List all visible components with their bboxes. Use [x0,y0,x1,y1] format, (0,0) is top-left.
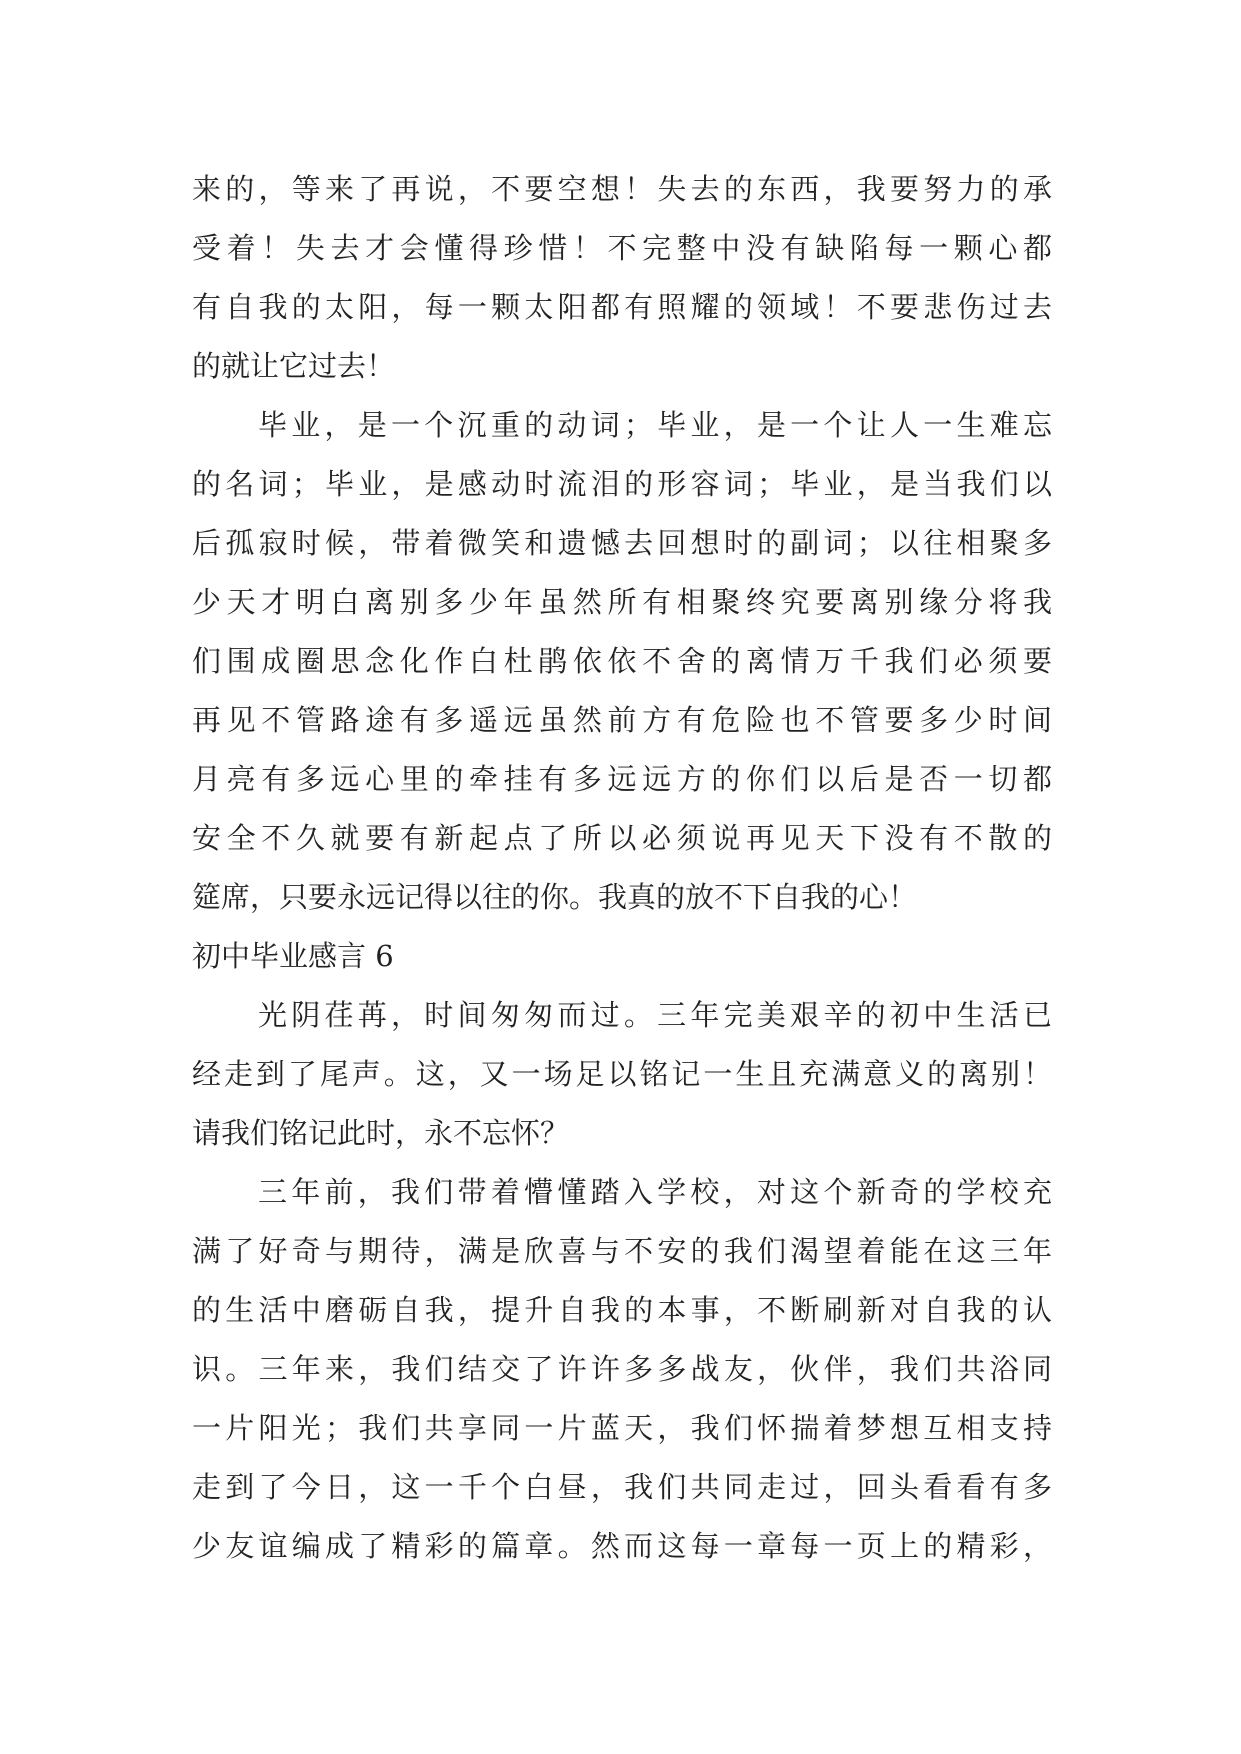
paragraph-line: 有自我的太阳，每一颗太阳都有照耀的领域！不要悲伤过去 [192,290,1052,324]
paragraph-line: 走到了今日，这一千个白昼，我们共同走过，回头看看有多 [192,1470,1052,1504]
document-body [192,160,1052,1576]
paragraph-line: 识。三年来，我们结交了许许多多战友，伙伴，我们共浴同 [192,1352,1052,1386]
paragraph-line: 的就让它过去！ [192,349,396,383]
paragraph-line: 请我们铭记此时，永不忘怀？ [192,1116,570,1150]
paragraph-line: 光阴荏苒，时间匆匆而过。三年完美艰辛的初中生活已 [258,998,1052,1032]
paragraph-line: 经走到了尾声。这，又一场足以铭记一生且充满意义的离别！ [192,1057,1052,1091]
paragraph-line: 的名词；毕业，是感动时流泪的形容词；毕业，是当我们以 [192,467,1052,501]
paragraph-line: 安全不久就要有新起点了所以必须说再见天下没有不散的 [192,821,1052,855]
paragraph-line: 满了好奇与期待，满是欣喜与不安的我们渴望着能在这三年 [192,1234,1052,1268]
paragraph-line: 一片阳光；我们共享同一片蓝天，我们怀揣着梦想互相支持 [192,1411,1052,1445]
paragraph-line: 毕业，是一个沉重的动词；毕业，是一个让人一生难忘 [258,408,1052,442]
paragraph-line: 少友谊编成了精彩的篇章。然而这每一章每一页上的精彩， [192,1529,1052,1563]
paragraph-line: 少天才明白离别多少年虽然所有相聚终究要离别缘分将我 [192,585,1052,619]
paragraph-line: 三年前，我们带着懵懂踏入学校，对这个新奇的学校充 [258,1175,1052,1209]
paragraph-line: 们围成圈思念化作白杜鹃依依不舍的离情万千我们必须要 [192,644,1052,678]
paragraph-line: 后孤寂时候，带着微笑和遗憾去回想时的副词；以往相聚多 [192,526,1052,560]
paragraph-line: 筵席，只要永远记得以往的你。我真的放不下自我的心！ [192,880,918,914]
paragraph-line: 受着！失去才会懂得珍惜！不完整中没有缺陷每一颗心都 [192,231,1052,265]
paragraph-line: 来的，等来了再说，不要空想！失去的东西，我要努力的承 [192,172,1052,206]
paragraph-line: 月亮有多远心里的牵挂有多远远方的你们以后是否一切都 [192,762,1052,796]
paragraph-line: 再见不管路途有多遥远虽然前方有危险也不管要多少时间 [192,703,1052,737]
section-heading: 初中毕业感言 6 [192,939,394,973]
paragraph-line: 的生活中磨砺自我，提升自我的本事，不断刷新对自我的认 [192,1293,1052,1327]
